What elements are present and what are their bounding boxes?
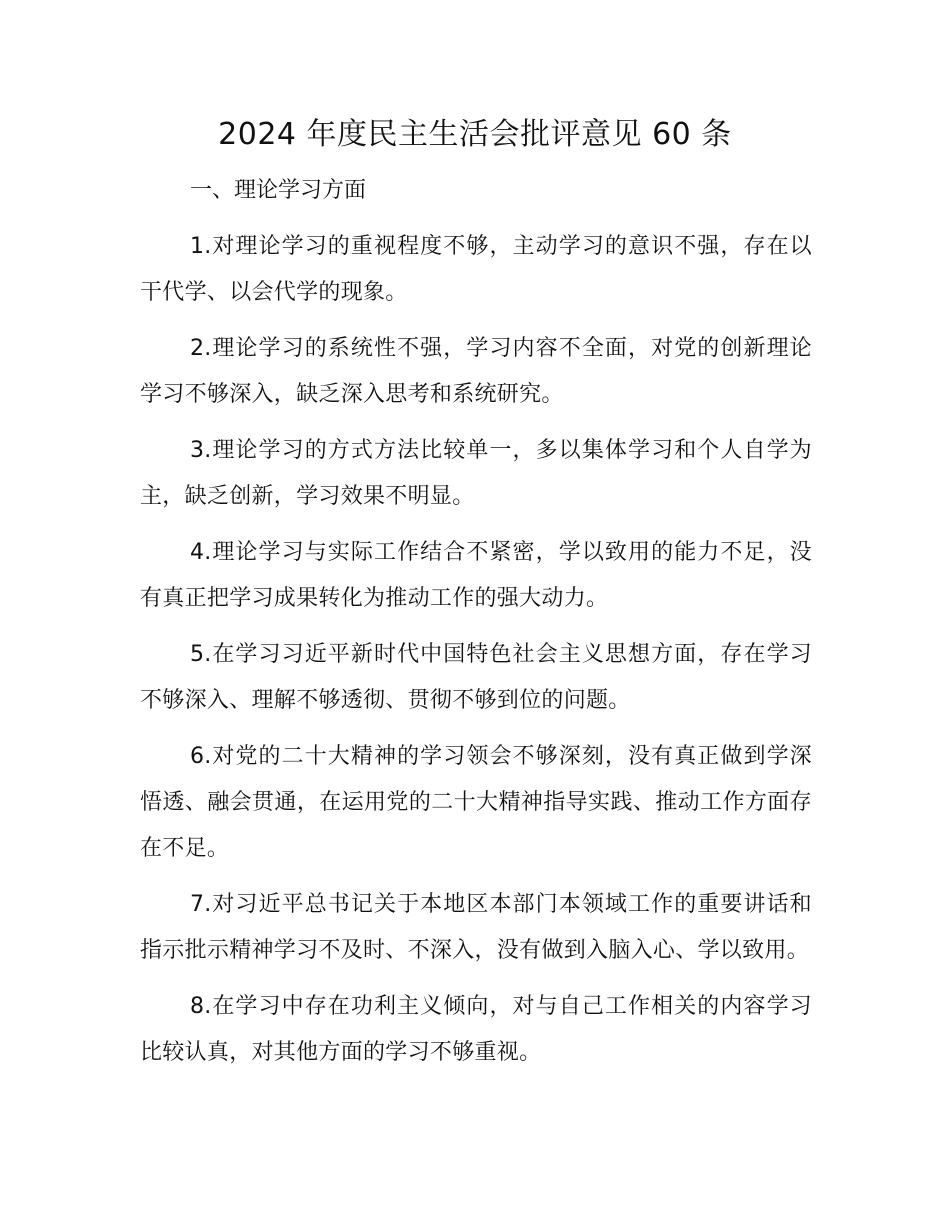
document-title: 2024 年度民主生活会批评意见 60 条	[218, 117, 732, 152]
list-item: 3.理论学习的方式方法比较单一，多以集体学习和个人自学为主，缺乏创新，学习效果不明显。	[140, 438, 812, 509]
list-item: 2.理论学习的系统性不强，学习内容不全面，对党的创新理论学习不够深入，缺乏深入思考和系统研究。	[140, 336, 812, 407]
section-heading: 一、理论学习方面	[190, 178, 367, 203]
list-item: 8.在学习中存在功利主义倾向，对与自己工作相关的内容学习比较认真，对其他方面的学习不够重视。	[140, 994, 812, 1065]
list-item: 4.理论学习与实际工作结合不紧密，学以致用的能力不足，没有真正把学习成果转化为推动工作的强大动力。	[140, 540, 812, 611]
document-body	[140, 224, 812, 1086]
list-item: 5.在学习习近平新时代中国特色社会主义思想方面，存在学习不够深入、理解不够透彻、贯彻不够到位的问题。	[140, 642, 812, 713]
list-item: 1.对理论学习的重视程度不够，主动学习的意识不强，存在以干代学、以会代学的现象。	[140, 234, 812, 305]
list-item: 7.对习近平总书记关于本地区本部门本领域工作的重要讲话和指示批示精神学习不及时、不深入，没有做到入脑入心、学以致用。	[140, 892, 812, 963]
list-item: 6.对党的二十大精神的学习领会不够深刻，没有真正做到学深悟透、融会贯通，在运用党的二十大精神指导实践、推动工作方面存在不足。	[140, 744, 812, 861]
